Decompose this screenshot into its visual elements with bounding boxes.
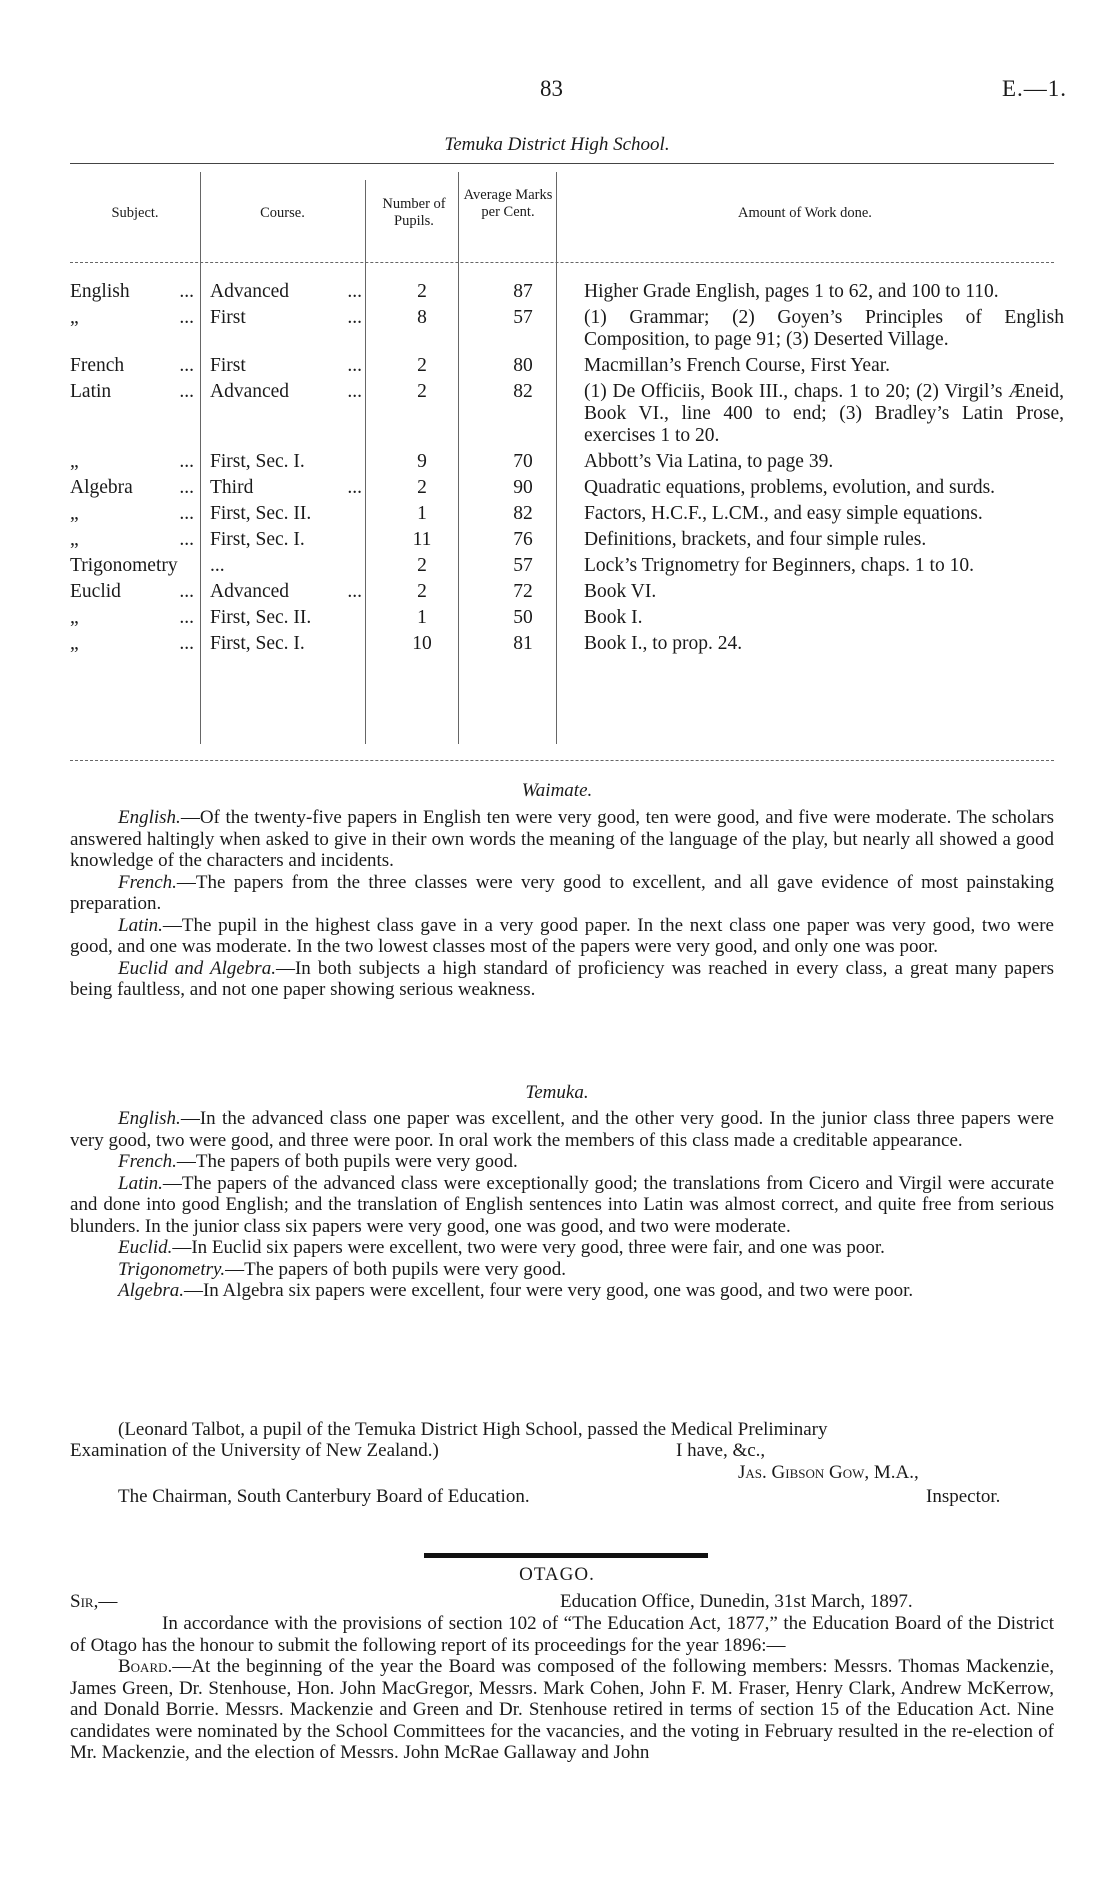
- cell-course: Third ...: [210, 477, 362, 498]
- cell-work-done: Book I., to prop. 24.: [584, 633, 743, 654]
- cell-course: ...: [210, 555, 225, 576]
- cell-work-done: Quadratic equations, problems, evolution, and surds.: [584, 477, 996, 498]
- label-board: Board.: [118, 1656, 173, 1677]
- cell-subject: French ...: [70, 355, 194, 376]
- cell-work-done: (1) Grammar; (2) Goyen’s Principles of English Composition, to page 91; (3) Deserted Village.: [584, 307, 1064, 350]
- label-euclid-algebra: Euclid and Algebra.: [118, 957, 276, 979]
- cell-subject: Latin ...: [70, 381, 194, 402]
- header-course: Course.: [260, 205, 305, 221]
- addressee: The Chairman, South Canterbury Board of Education.: [118, 1486, 530, 1507]
- cell-subject: English ...: [70, 281, 194, 302]
- label-french: French.: [118, 871, 177, 893]
- salutation: Sir,—: [70, 1591, 118, 1612]
- cell-course: First, Sec. II.: [210, 607, 312, 628]
- dateline: Education Office, Dunedin, 31st March, 1897.: [560, 1591, 913, 1612]
- cell-subject: Euclid ...: [70, 581, 194, 602]
- table-title: Temuka District High School.: [444, 134, 670, 155]
- label-english: English.: [118, 807, 181, 828]
- cell-pupils: 9: [417, 451, 427, 472]
- otago-board-paragraph: Board.—At the beginning of the year the Board was composed of the following members: Messrs. Thomas Mackenzie, James Green, Dr. Stenhouse, Hon. John MacGregor, Messrs. Mark Cohen, John F. M. Fraser, Henry Clark, Andrew McKerrow, and Donald Borrie. Messrs. Mackenzie and Green and Dr. Stenhouse retired in terms of section 15 of the Education Act. Nine candidates were nominated by the School Committees for the vacancies, and the voting in February resulted in the re-election of Mr. Mackenzie, and the election of Messrs. John McRae Gallaway and John: [70, 1656, 1054, 1763]
- closing-i-have: I have, &c.,: [676, 1440, 766, 1461]
- table-header-bottom-rule: [70, 262, 1054, 263]
- cell-subject: „ ...: [70, 503, 194, 524]
- cell-subject: „ ...: [70, 307, 194, 328]
- cell-subject: „ ...: [70, 633, 194, 654]
- header-number-of-pupils: Number of Pupils.: [382, 196, 446, 229]
- cell-work-done: Higher Grade English, pages 1 to 62, and 100 to 110.: [584, 281, 999, 302]
- temuka-trigonometry-paragraph: Trigonometry.—The papers of both pupils were very good.: [118, 1258, 567, 1280]
- waimate-report: [70, 807, 1054, 1001]
- waimate-english-paragraph: English.—Of the twenty-five papers in English ten were very good, ten were good, and five were moderate. The scholars answered haltingly when asked to give in their own words the meaning of the language of the play, but nearly all showed a good knowledge of the characters and incidents.: [70, 807, 1054, 871]
- table-row: [70, 499, 1064, 525]
- cell-average: 57: [513, 555, 533, 576]
- cell-course: First ...: [210, 307, 362, 328]
- cell-course: Advanced ...: [210, 281, 362, 302]
- page-reference: E.—1.: [1002, 76, 1068, 101]
- cell-average: 70: [513, 451, 533, 472]
- cell-average: 82: [513, 381, 533, 402]
- cell-course: First, Sec. II.: [210, 503, 312, 524]
- table-row: [70, 281, 1064, 303]
- table-row: [70, 629, 1064, 655]
- table-row: [70, 551, 1064, 577]
- cell-subject: „ ...: [70, 529, 194, 550]
- cell-subject: „ ...: [70, 451, 194, 472]
- otago-report: [70, 1613, 1054, 1764]
- cell-work-done: Abbott’s Via Latina, to page 39.: [584, 451, 834, 472]
- cell-work-done: Book I.: [584, 607, 643, 628]
- cell-work-done: Lock’s Trignometry for Beginners, chaps. 1 to 10.: [584, 555, 974, 576]
- section-heading-waimate: Waimate.: [521, 780, 593, 801]
- cell-pupils: 1: [417, 503, 427, 524]
- cell-course: First, Sec. I.: [210, 451, 305, 472]
- cell-pupils: 2: [417, 477, 427, 498]
- waimate-latin-paragraph: Latin.—The pupil in the highest class gave in a very good paper. In the next class one paper was very good, two were good, and one was moderate. In the two lowest classes most of the papers were very good, and only one was poor.: [70, 914, 1054, 957]
- talbot-note-line-2: Examination of the University of New Zealand.): [70, 1440, 439, 1461]
- table-top-rule: [70, 163, 1054, 164]
- temuka-euclid-paragraph: Euclid.—In Euclid six papers were excellent, two were very good, three were fair, and one was poor.: [118, 1237, 885, 1258]
- results-table: [70, 281, 1064, 655]
- cell-average: 87: [513, 281, 533, 302]
- temuka-algebra-paragraph: Algebra.—In Algebra six papers were excellent, four were very good, one was good, and two were poor.: [118, 1280, 914, 1301]
- table-row: [70, 447, 1064, 473]
- label-latin: Latin.: [118, 914, 163, 936]
- cell-average: 57: [513, 307, 533, 328]
- table-row: [70, 577, 1064, 603]
- cell-average: 50: [513, 607, 533, 628]
- table-row: [70, 377, 1064, 447]
- cell-pupils: 2: [417, 355, 427, 376]
- table-row: [70, 603, 1064, 629]
- cell-average: 82: [513, 503, 533, 524]
- temuka-english-paragraph: English.—In the advanced class one paper was excellent, and the other very good. In the junior class three papers were very good, two were good, and three were poor. In oral work the members of this class made a creditable appearance.: [70, 1108, 1054, 1151]
- cell-pupils: 2: [417, 555, 427, 576]
- cell-pupils: 2: [417, 381, 427, 402]
- table-row: [70, 473, 1064, 499]
- cell-course: Advanced ...: [210, 381, 362, 402]
- talbot-note-line-1: (Leonard Talbot, a pupil of the Temuka District High School, passed the Medical Preliminary: [118, 1419, 828, 1440]
- cell-subject: „ ...: [70, 607, 194, 628]
- cell-pupils: 11: [412, 529, 432, 550]
- temuka-latin-paragraph: Latin.—The papers of the advanced class were exceptionally good; the translations from Cicero and Virgil were accurate and done into good English; and the translation of English sentences into Latin was almost correct, and quite free from serious blunders. In the junior class six papers were very good, one was good, and two were moderate.: [70, 1172, 1054, 1237]
- header-average-marks: Average Marks per Cent.: [463, 187, 553, 220]
- cell-average: 76: [513, 529, 533, 550]
- section-divider: [424, 1553, 708, 1558]
- cell-pupils: 2: [417, 281, 427, 302]
- cell-subject: Algebra ...: [70, 477, 194, 498]
- cell-work-done: Definitions, brackets, and four simple rules.: [584, 529, 927, 550]
- section-heading-otago: OTAGO.: [519, 1564, 595, 1585]
- cell-course: Advanced ...: [210, 581, 362, 602]
- cell-subject: Trigonometry: [70, 555, 178, 576]
- temuka-french-paragraph: French.—The papers of both pupils were very good.: [118, 1151, 518, 1172]
- waimate-euclid-paragraph: Euclid and Algebra.—In both subjects a high standard of proficiency was reached in every class, a great many papers being faultless, and not one paper showing serious weakness.: [70, 957, 1055, 1000]
- cell-work-done: (1) De Officiis, Book III., chaps. 1 to 20; (2) Virgil’s Æneid, Book VI., line 400 to end; (3) Bradley’s Latin Prose, exercises 1 to 20.: [584, 381, 1064, 446]
- table-row: [70, 351, 1064, 377]
- cell-average: 81: [513, 633, 533, 654]
- inspector-title: Inspector.: [926, 1486, 1001, 1507]
- cell-course: First, Sec. I.: [210, 633, 305, 654]
- cell-work-done: Book VI.: [584, 581, 657, 602]
- temuka-report: [70, 1108, 1054, 1302]
- table-row: [70, 303, 1064, 351]
- section-heading-temuka: Temuka.: [525, 1082, 589, 1103]
- header-subject: Subject.: [111, 205, 159, 221]
- table-row: [70, 525, 1064, 551]
- cell-pupils: 1: [417, 607, 427, 628]
- otago-intro-paragraph: In accordance with the provisions of section 102 of “The Education Act, 1877,” the Education Board of the District of Otago has the honour to submit the following report of its proceedings for the year 1896:—: [70, 1613, 1054, 1656]
- inspector-signature: Jas. Gibson Gow, M.A.,: [738, 1462, 919, 1483]
- header-amount-of-work: Amount of Work done.: [738, 205, 872, 221]
- cell-pupils: 10: [412, 633, 432, 654]
- cell-pupils: 2: [417, 581, 427, 602]
- cell-course: First, Sec. I.: [210, 529, 305, 550]
- cell-average: 80: [513, 355, 533, 376]
- cell-work-done: Macmillan’s French Course, First Year.: [584, 355, 891, 376]
- cell-work-done: Factors, H.C.F., L.CM., and easy simple equations.: [584, 503, 983, 524]
- cell-course: First ...: [210, 355, 362, 376]
- cell-pupils: 8: [417, 307, 427, 328]
- table-bottom-rule: [70, 760, 1054, 761]
- page-number: 83: [540, 76, 563, 101]
- waimate-french-paragraph: French.—The papers from the three classes were very good to excellent, and all gave evidence of most painstaking preparation.: [70, 871, 1054, 914]
- cell-average: 90: [513, 477, 533, 498]
- cell-average: 72: [513, 581, 533, 602]
